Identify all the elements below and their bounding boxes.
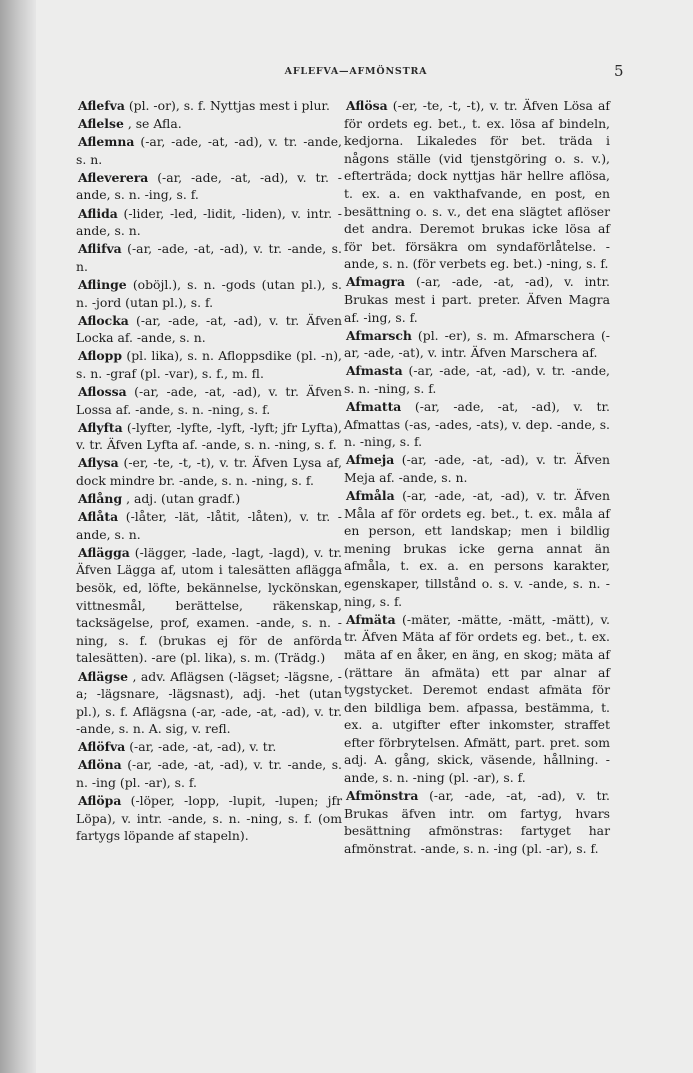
entry-headword: Afmagra <box>346 274 406 290</box>
dictionary-entry <box>76 133 342 168</box>
dictionary-entry <box>76 508 342 543</box>
entry-text: (-ar, -ade, -at, -ad), v. tr. -ande, s. n. <box>76 241 342 274</box>
dictionary-entry <box>76 792 342 845</box>
dictionary-entry <box>76 169 342 204</box>
entry-text: (-löper, -lopp, -lupit, -lupen; jfr Löpa), v. intr. -ande, s. n. -ning, s. f. (om fartygs löpande af stapeln). <box>76 793 342 844</box>
entry-text: (-ar, -ade, -at, -ad), v. tr. -ande, s. n. -ing, s. f. <box>76 169 342 203</box>
entry-headword: Aflocka <box>78 312 129 328</box>
dictionary-entry <box>344 362 610 397</box>
entry-headword: Aflossa <box>78 384 127 399</box>
entry-headword: Afmåla <box>346 488 395 504</box>
entry-headword: Aflåta <box>78 509 119 525</box>
entry-headword: Aflopp <box>78 348 122 364</box>
entry-text: (-lider, -led, -lidit, -liden), v. intr. -ande, s. n. <box>76 205 342 239</box>
entry-headword: Afleverera <box>78 169 149 185</box>
entry-text: (-ar, -ade, -at, -ad), v. tr. Äfven Måla af för ordets eg. bet., t. ex. måla af en person, ett landskap; men i bildlig mening brukas icke gerna annat än afmåla, t. ex. a. en persons karakter, egenskaper, tillstånd o. s. v. -ande, s. n. -ning, s. f. <box>344 488 610 609</box>
dictionary-entry <box>76 276 342 311</box>
dictionary-entry <box>76 115 342 133</box>
dictionary-entry <box>76 544 342 667</box>
book-spine-shadow <box>0 0 36 1073</box>
entry-headword: Afmasta <box>346 363 403 379</box>
entry-headword: Aflemna <box>78 134 135 150</box>
entry-text: (-ar, -ade, -at, -ad), v. tr. Äfven Meja af. -ande, s. n. <box>344 452 610 485</box>
dictionary-entry <box>76 454 342 489</box>
entry-headword: Afmarsch <box>346 327 412 343</box>
page-number: 5 <box>614 62 624 80</box>
entry-text: (-ar, -ade, -at, -ad), v. intr. Brukas mest i part. preter. Äfven Magra af. -ing, s. f. <box>344 274 610 325</box>
dictionary-entry <box>76 419 342 454</box>
dictionary-entry <box>344 398 610 451</box>
entry-text: (pl. lika), s. n. Afloppsdike (pl. -n), s. n. -graf (pl. -var), s. f., m. fl. <box>76 348 342 381</box>
entry-headword: Aflång <box>78 491 123 507</box>
dictionary-entry <box>76 756 342 791</box>
dictionary-entry <box>76 490 342 508</box>
entry-headword: Aflinge <box>78 276 127 292</box>
entry-headword: Afmäta <box>346 611 396 627</box>
dictionary-entry <box>344 97 610 273</box>
entry-text: (-er, -te, -t, -t), v. tr. Äfven Lösa af för ordets eg. bet., t. ex. lösa af bindeln, kedjorna. Likaledes för bet. träda i någons ställe (vid tjenstgöring o. s. v.), efterträda; dock nyttjas här hellre aflösa, t. ex. a. en vakthafvande, en post, en besättning o. s. v., det ena slägtet aflöser det andra. Deremot brukas icke lösa af för bet. försäkra om syndaförlåtelse. -ande, s. n. (för verbets eg. bet.) -ning, s. f. <box>344 98 610 272</box>
entry-headword: Aflida <box>78 205 118 221</box>
entry-headword: Aflöpa <box>78 793 122 809</box>
entry-text: (-ar, -ade, -at, -ad), v. tr. -ande, s. n. <box>76 134 342 167</box>
entry-headword: Aflifva <box>78 241 122 257</box>
entry-text: (-låter, -lät, -låtit, -låten), v. tr. -ande, s. n. <box>76 509 342 542</box>
entry-text: (-lyfter, -lyfte, -lyft, -lyft; jfr Lyfta), v. tr. Äfven Lyfta af. -ande, s. n. -ning, s. f. <box>76 419 342 453</box>
entry-text: (-mäter, -mätte, -mätt, -mätt), v. tr. Äfven Mäta af för ordets eg. bet., t. ex. mäta af en åker, en äng, en skog; mäta af (rättare än afmäta) ett par alnar af tygstycket. Deremot endast afmäta för den bildliga bem. afpassa, bestämma, t. ex. a. utgifter efter inkomster, straffet efter förbrytelsen. Afmätt, part. pret. som adj. A. gång, skick, väsende, hållning. -ande, s. n. -ning (pl. -ar), s. f. <box>344 611 610 786</box>
entry-headword: Aflöna <box>78 757 122 773</box>
entry-headword: Afmönstra <box>346 788 419 804</box>
entry-text: (-ar, -ade, -at, -ad), v. tr. -ande, s. n. -ning, s. f. <box>344 363 610 396</box>
dictionary-entry <box>76 97 342 115</box>
dictionary-entry <box>76 312 342 347</box>
dictionary-entry <box>344 787 610 857</box>
entry-headword: Aflösa <box>346 98 388 113</box>
entry-text: , adv. Aflägsen (-lägset; -lägsne, -a; -lägsnare, -lägsnast), adj. -het (utan pl.), s. f. Aflägsna (-ar, -ade, -at, -ad), v. tr. -ande, s. n. A. sig, v. refl. <box>76 668 342 737</box>
entry-text: (-ar, -ade, -at, -ad), v. tr. Äfven Locka af. -ande, s. n. <box>76 312 342 346</box>
dictionary-entry <box>344 487 610 610</box>
dictionary-entry <box>344 327 610 362</box>
entry-text: (-ar, -ade, -at, -ad), v. tr. -ande, s. n. -ing (pl. -ar), s. f. <box>76 757 342 791</box>
entry-headword: Aflelse <box>78 116 124 132</box>
dictionary-page <box>36 0 693 1073</box>
entry-text: (oböjl.), s. n. -gods (utan pl.), s. n. -jord (utan pl.), s. f. <box>76 276 342 310</box>
dictionary-entry <box>344 273 610 326</box>
entry-text: (-lägger, -lade, -lagt, -lagd), v. tr. Äfven Lägga af, utom i talesätten aflägga besök, ed, löfte, bekännelse, lyckönskan, vittnesmål, berättelse, räkenskap, tacksägelse, prof, examen. -ande, s. n. -ning, s. f. (brukas ej för de anförda talesätten). -are (pl. lika), s. m. (Trädg.) <box>76 544 342 666</box>
entry-text: (-ar, -ade, -at, -ad), v. tr. Äfven Lossa af. -ande, s. n. -ning, s. f. <box>76 384 342 417</box>
entry-headword: Aflägga <box>78 544 130 560</box>
entry-text: , adj. (utan gradf.) <box>126 491 241 507</box>
entry-text: (-ar, -ade, -at, -ad), v. tr. <box>129 739 277 755</box>
right-column <box>344 97 610 858</box>
dictionary-entry <box>76 205 342 240</box>
entry-headword: Aflöfva <box>78 739 126 755</box>
entry-headword: Aflägse <box>78 668 128 684</box>
entry-headword: Aflysa <box>78 455 119 471</box>
dictionary-entry <box>76 383 342 418</box>
entry-text: (-ar, -ade, -at, -ad), v. tr. Afmattas (-as, -ades, -ats), v. dep. -ande, s. n. -ning, s. f. <box>344 399 610 450</box>
entry-text: , se Afla. <box>127 116 182 132</box>
entry-text: (-ar, -ade, -at, -ad), v. tr. Brukas äfven intr. om fartyg, hvars besättning afmönstras: fartyget har afmönstrat. -ande, s. n. -ing (pl. -ar), s. f. <box>344 788 610 856</box>
dictionary-entry <box>76 738 342 756</box>
running-head: AFLEFVA—AFMÖNSTRA <box>284 66 428 77</box>
entry-headword: Aflefva <box>78 98 125 113</box>
dictionary-entry <box>76 240 342 275</box>
entry-text: (pl. -er), s. m. Afmarschera (-ar, -ade, -at), v. intr. Äfven Marschera af. <box>344 327 610 361</box>
dictionary-entry <box>76 347 342 382</box>
dictionary-entry <box>344 451 610 486</box>
entry-text: (pl. -or), s. f. Nyttjas mest i plur. <box>128 98 330 113</box>
entry-headword: Afmeja <box>346 452 395 468</box>
left-column <box>76 97 342 845</box>
dictionary-entry <box>76 668 342 738</box>
entry-headword: Aflyfta <box>78 419 123 435</box>
entry-headword: Afmatta <box>346 399 402 415</box>
entry-text: (-er, -te, -t, -t), v. tr. Äfven Lysa af, dock mindre br. -ande, s. n. -ning, s. f. <box>76 455 342 488</box>
dictionary-entry <box>344 611 610 787</box>
